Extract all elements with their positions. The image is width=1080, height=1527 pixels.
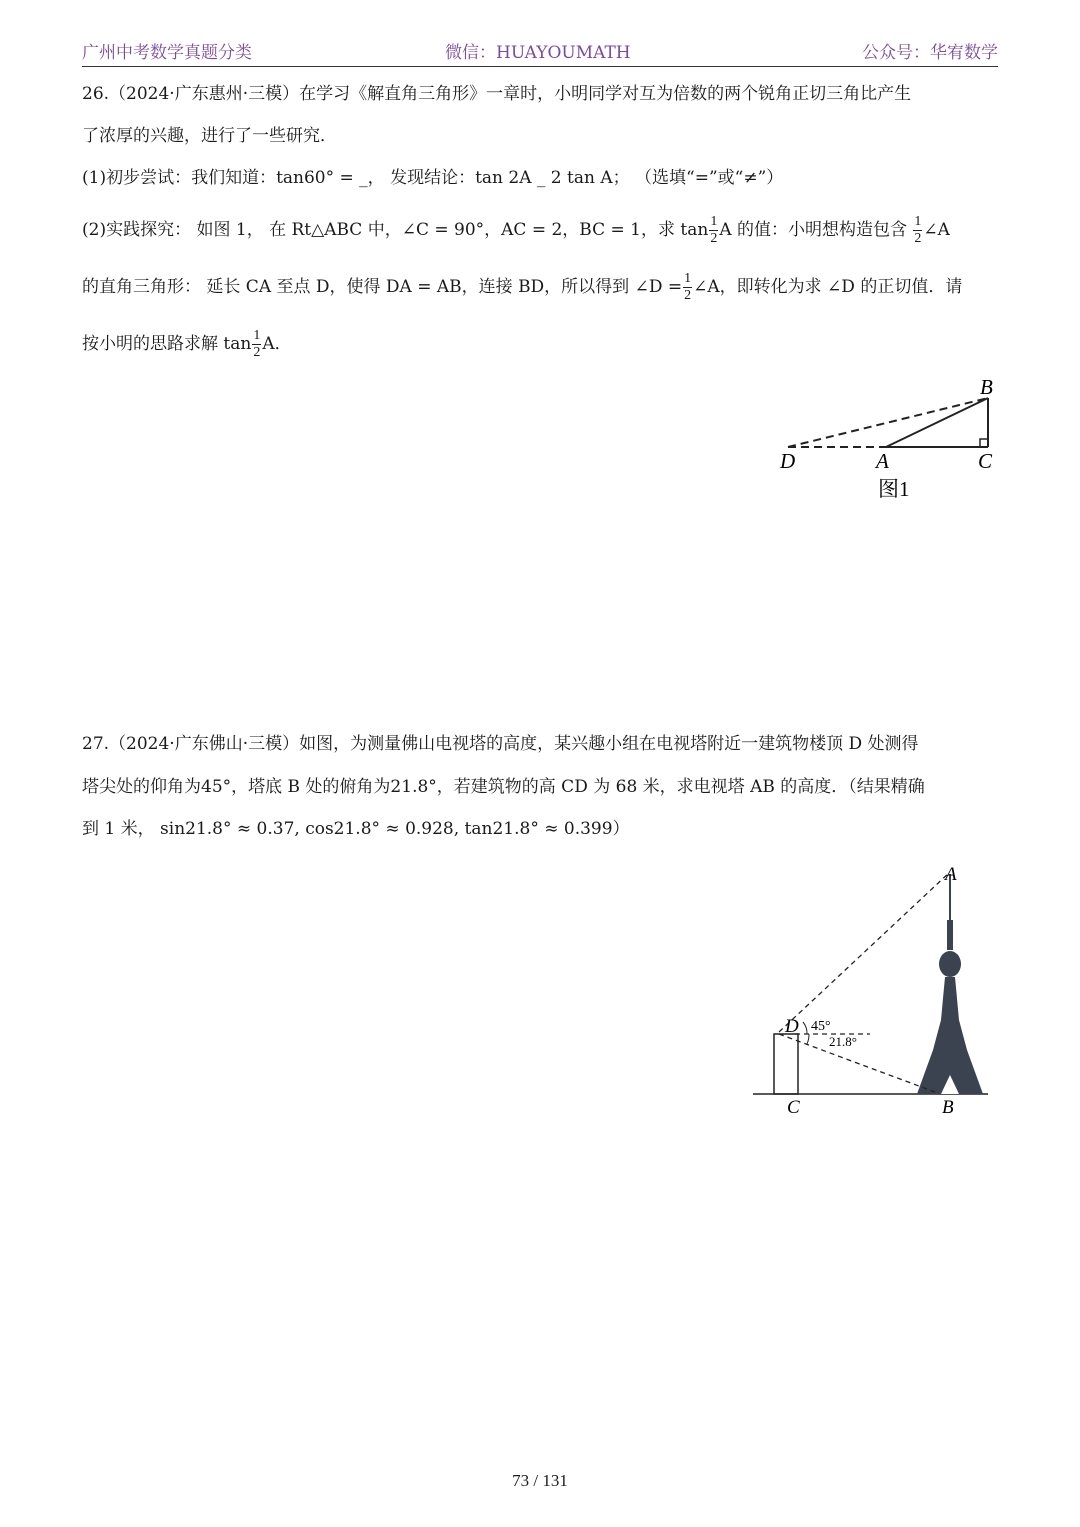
tower-silhouette [917, 874, 983, 1094]
sight-line-DA [779, 872, 950, 1032]
right-angle-mark [980, 439, 988, 447]
figure-1-triangle [770, 372, 1010, 507]
fraction-one-half: $\frac{1}{2}$ [253, 328, 261, 360]
fraction-one-half: $\frac{1}{2}$ [684, 271, 692, 303]
q26-line-5 [82, 271, 962, 304]
q27-line-2: 塔尖处的仰角为45°，塔底 B 处的俯角为21.8°，若建筑物的高 CD 为 68 米，求电视塔 AB 的高度．（结果精确 [82, 777, 925, 797]
header-left-title: 广州中考数学真题分类 [82, 43, 252, 63]
header-wechat: 微信：HUAYOUMATH [445, 43, 631, 63]
q26-line-4-text-c: ∠A [923, 220, 950, 240]
label-D: D [780, 449, 796, 473]
q26-line-2: 了浓厚的兴趣，进行了一些研究． [82, 126, 337, 146]
fraction-one-half: $\frac{1}{2}$ [914, 214, 922, 246]
page-number: 73 / 131 [512, 1471, 568, 1490]
angle-label-21-8: 21.8° [829, 1034, 857, 1049]
fraction-one-half: $\frac{1}{2}$ [710, 214, 718, 246]
figure-tv-tower [745, 860, 1000, 1125]
building-CD [774, 1034, 798, 1094]
label-B: B [942, 1097, 954, 1118]
label-C: C [787, 1097, 800, 1118]
q27-line-1: 27.（2024·广东佛山·三模）如图，为测量佛山电视塔的高度，某兴趣小组在电视塔附近一建筑物楼顶 D 处测得 [82, 734, 919, 754]
q26-line-6 [82, 328, 292, 361]
q27-line-3: 到 1 米， sin21.8° ≈ 0.37, cos21.8° ≈ 0.928, tan21.8° ≈ 0.399） [82, 819, 630, 839]
q26-line-5-text-b: ∠A，即转化为求 ∠D 的正切值．请 [693, 277, 963, 297]
q26-line-4-text-b: A 的值：小明想构造包含 [719, 220, 907, 240]
q26-line-6-text-b: A． [262, 334, 292, 354]
angle-label-45: 45° [811, 1019, 831, 1034]
angle-arc-21-8 [807, 1034, 809, 1044]
q26-line-3: (1)初步尝试：我们知道：tan60° = _， 发现结论：tan 2A _ 2 tan A； （选填“=”或“≠”） [82, 168, 784, 188]
page-header [82, 36, 998, 67]
label-A: A [876, 449, 889, 473]
segment-AB [886, 398, 988, 447]
q26-line-5-text-a: 的直角三角形： 延长 CA 至点 D，使得 DA = AB，连接 BD，所以得到 ∠D = [82, 277, 683, 297]
q26-line-1: 26.（2024·广东惠州·三模）在学习《解直角三角形》一章时，小明同学对互为倍数的两个锐角正切三角比产生 [82, 84, 912, 104]
label-A: A [945, 864, 957, 885]
figure-caption: 图1 [878, 477, 910, 501]
label-D: D [785, 1016, 799, 1037]
q26-line-4-text-a: (2)实践探究： 如图 1， 在 Rt△ABC 中，∠C = 90°，AC = 2，BC = 1，求 tan [82, 220, 709, 240]
label-B: B [980, 375, 993, 399]
segment-DB-dashed [788, 398, 988, 447]
header-account: 公众号：华宥数学 [862, 43, 998, 63]
angle-arc-45 [803, 1022, 807, 1034]
q26-line-6-text-a: 按小明的思路求解 tan [82, 334, 252, 354]
label-C: C [978, 449, 993, 473]
q26-line-4 [82, 214, 950, 247]
sight-line-DB [779, 1034, 935, 1092]
